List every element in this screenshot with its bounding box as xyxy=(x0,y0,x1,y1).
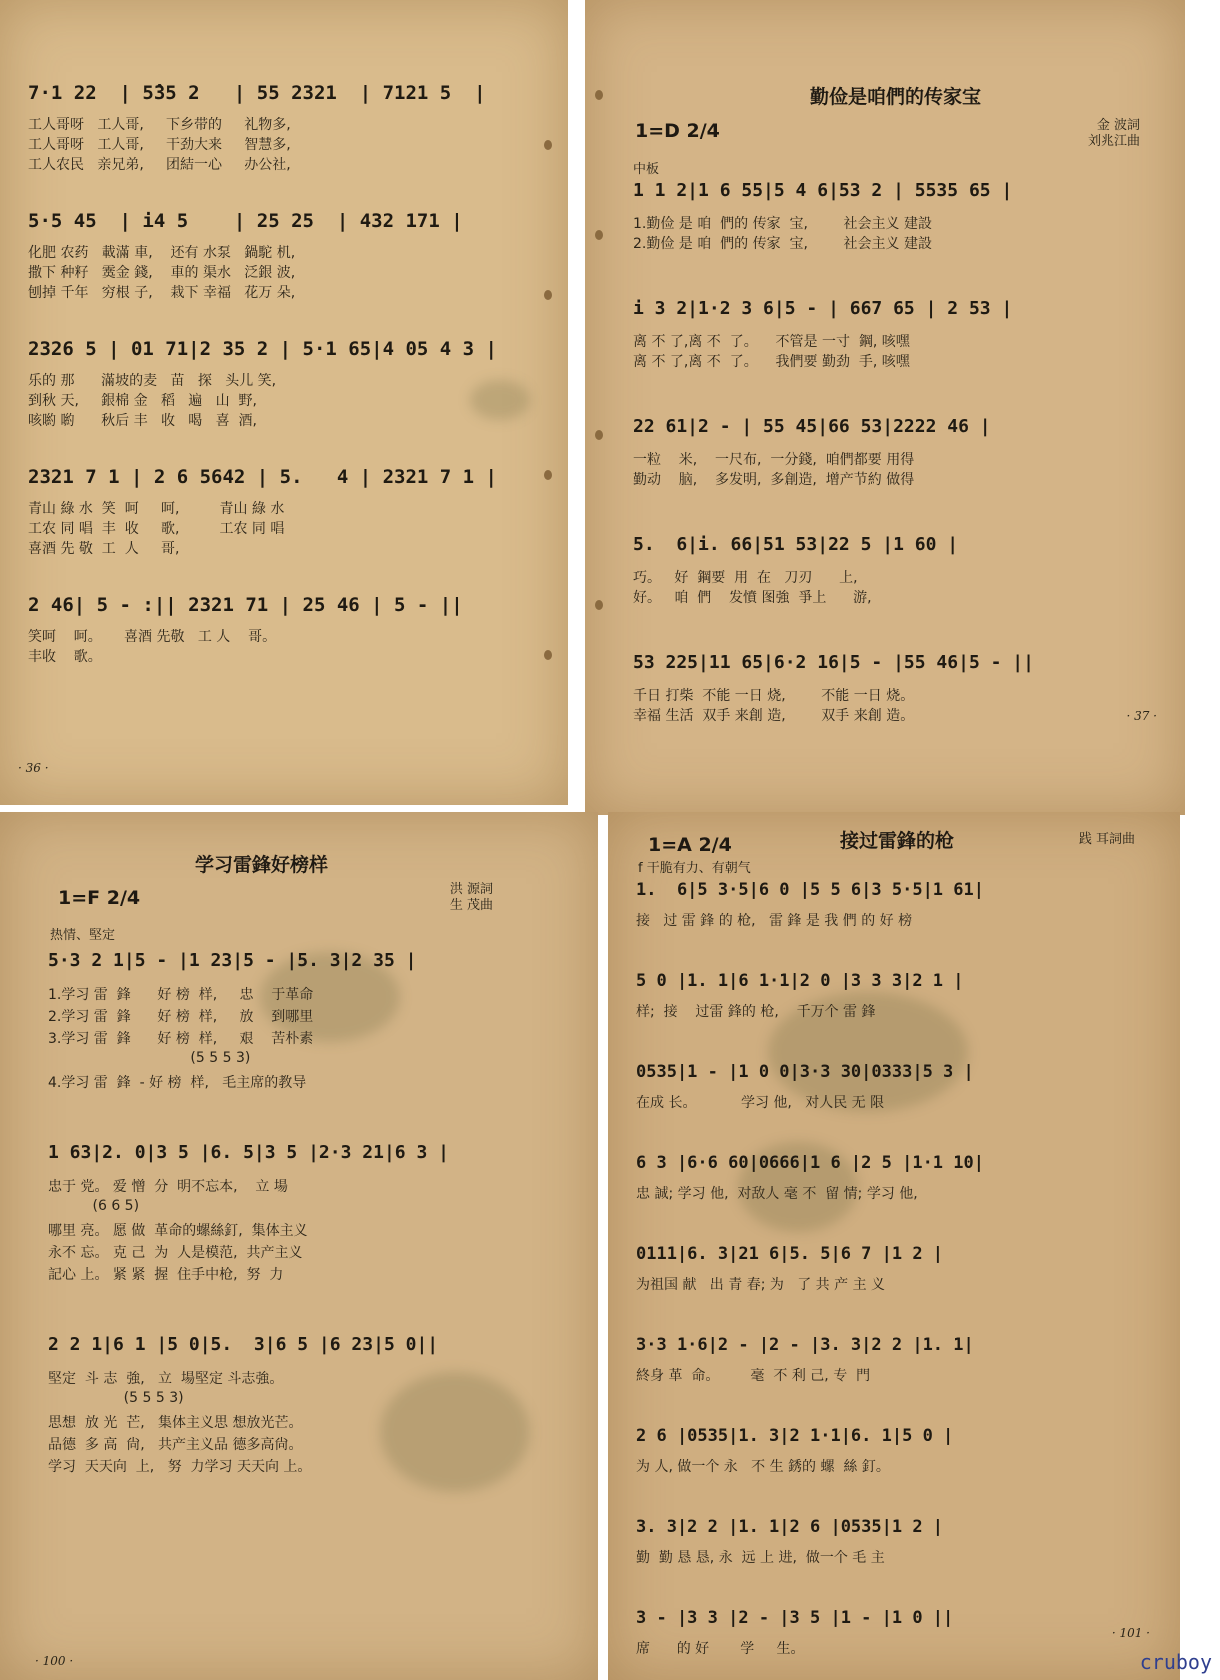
lyric-line: 3.学习 雷 鋒 好 榜 样, 艰 苦朴素 xyxy=(48,1031,314,1047)
page-number: · 36 · xyxy=(18,761,49,775)
notation-line: 53 225|11 65|6·2 16|5 - |55 46|5 - || xyxy=(633,652,1034,673)
lyric-line: 1.勤俭 是 咱 們的 传家 宝, 社会主义 建設 xyxy=(633,216,933,232)
notation-line: 22 61|2 - | 55 45|66 53|2222 46 | xyxy=(633,416,991,437)
notation-line: 0535|1 - |1 0 0|3·3 30|0333|5 3 | xyxy=(636,1062,974,1082)
tempo-marking: f 干脆有力、有朝气 xyxy=(638,861,751,876)
notation-line: 5 0 |1. 1|6 1·1|2 0 |3 3 3|2 1 | xyxy=(636,971,964,991)
notation-line: 2 46| 5 - :|| 2321 71 | 25 46 | 5 - || xyxy=(28,594,463,616)
lyric-line: 好。 咱 們 发憤 图強 爭上 游, xyxy=(633,590,872,606)
notation-line: 2321 7 1 | 2 6 5642 | 5. 4 | 2321 7 1 | xyxy=(28,466,497,488)
notation-line: 2 2 1|6 1 |5 0|5. 3|6 5 |6 23|5 0|| xyxy=(48,1334,439,1355)
lyric-line: 在成 长。 学习 他, 对人民 无 限 xyxy=(636,1095,885,1111)
lyric-line: 撒下 种籽 霙金 錢, 車的 渠水 泛銀 波, xyxy=(28,265,296,281)
lyric-line: 幸福 生活 双手 来創 造, 双手 来創 造。 xyxy=(633,708,915,724)
tempo-marking: 热情、堅定 xyxy=(50,928,116,943)
lyric-line: 忠 誠; 学习 他, 对敌人 毫 不 留 情; 学习 他, xyxy=(636,1186,918,1202)
lyric-line: 为祖国 献 出 青 春; 为 了 共 产 主 义 xyxy=(636,1277,886,1293)
lyric-line: 为 人, 做一个 永 不 生 銹的 螺 絲 釘。 xyxy=(636,1459,890,1475)
tempo-marking: 中板 xyxy=(633,162,660,177)
lyric-line: 2.勤俭 是 咱 們的 传家 宝, 社会主义 建設 xyxy=(633,236,933,252)
notation-line: 3 - |3 3 |2 - |3 5 |1 - |1 0 || xyxy=(636,1608,954,1628)
notation-line: 3. 3|2 2 |1. 1|2 6 |0535|1 2 | xyxy=(636,1517,944,1537)
notation-line: i 3 2|1·2 3 6|5 - | 667 65 | 2 53 | xyxy=(633,298,1013,319)
lyric-line: 哪里 亮。 愿 做 革命的螺絲釘, 集体主义 xyxy=(48,1223,308,1239)
songbook-page-100 xyxy=(0,812,598,1680)
key-signature: 1=A 2/4 xyxy=(648,834,732,856)
key-signature: 1=D 2/4 xyxy=(635,120,720,142)
page-number: · 37 · xyxy=(1126,709,1157,723)
lyric-line: 乐的 那 滿坡的麦 苗 探 头儿 笑, xyxy=(28,373,277,389)
song-title: 勤俭是咱們的传家宝 xyxy=(810,86,982,108)
lyric-line: 丰收 歌。 xyxy=(28,649,102,665)
lyric-line: 千日 打柴 不能 一日 烧, 不能 一日 烧。 xyxy=(633,688,915,704)
lyric-line: (6 6 5) xyxy=(48,1198,140,1214)
binding-holes xyxy=(544,0,554,805)
credits xyxy=(1088,118,1140,150)
notation-line: 5. 6|i. 66|51 53|22 5 |1 60 | xyxy=(633,534,959,555)
lyric-line: 离 不 了,离 不 了。 我們要 勤劲 手, 咳嘿 xyxy=(633,354,910,370)
composer: 生 茂曲 xyxy=(449,898,493,913)
lyricist: 金 波詞 xyxy=(1096,118,1140,133)
lyric-line: 刨掉 千年 穷根 子, 栽下 幸福 花万 朵, xyxy=(28,285,296,301)
lyric-line: 勤动 脑, 多发明, 多創造, 增产节約 做得 xyxy=(633,472,915,488)
lyric-line: (5 5 5 3) xyxy=(48,1390,184,1406)
lyric-line: 品德 多 高 尙, 共产主义品 德多高尙。 xyxy=(48,1437,303,1453)
lyric-line: 堅定 斗 志 強, 立 場堅定 斗志強。 xyxy=(48,1371,284,1387)
lyric-line: 青山 綠 水 笑 呵 呵, 青山 綠 水 xyxy=(28,501,285,517)
lyric-line: 4.学习 雷 鋒 - 好 榜 样, 毛主席的教导 xyxy=(48,1075,307,1091)
lyric-line: 样; 接 过雷 鋒的 枪, 千万个 雷 鋒 xyxy=(636,1004,876,1020)
lyric-line: 到秋 天, 銀棉 金 稻 遍 山 野, xyxy=(28,393,258,409)
notation-line: 2 6 |0535|1. 3|2 1·1|6. 1|5 0 | xyxy=(636,1426,954,1446)
song-title: 接过雷鋒的枪 xyxy=(840,830,955,852)
lyric-line: 永不 忘。 克 己 为 人是模范, 共产主义 xyxy=(48,1245,303,1261)
lyric-line: 工人农民 亲兄弟, 团結一心 办公社, xyxy=(28,157,291,173)
credits xyxy=(450,882,493,914)
notation-line: 1. 6|5 3·5|6 0 |5 5 6|3 5·5|1 61| xyxy=(636,880,984,900)
credits xyxy=(1079,832,1135,848)
song-title: 学习雷鋒好榜样 xyxy=(195,854,329,876)
binding-holes xyxy=(595,0,605,815)
page-number: · 100 · xyxy=(35,1654,74,1668)
lyricist: 洪 源詞 xyxy=(449,882,493,897)
songbook-page-101 xyxy=(608,812,1180,1680)
notation-line: 7·1 22 | 5̂35 2 | 55 2321 | 7121 5 | xyxy=(28,82,486,104)
lyric-line: 工农 同 唱 丰 收 歌, 工农 同 唱 xyxy=(28,521,285,537)
notation-line: 6 3 |6·6 60|0666|1 6 |2 5 |1·1 10| xyxy=(636,1153,984,1173)
notation-line: 5·5 45 | i4 5 | 25 25 | 432 171 | xyxy=(28,210,463,232)
lyric-line: 离 不 了,离 不 了。 不管是 一寸 鋼, 咳嘿 xyxy=(633,334,910,350)
lyric-line: 化肥 农药 載滿 車, 还有 水泵 鍋駝 机, xyxy=(28,245,296,261)
lyric-line: 勤 勤 恳 恳, 永 远 上 进, 做一个 毛 主 xyxy=(636,1550,885,1566)
notation-line: 2326 5 | 01 71|2 35 2 | 5·1 65|4 05 4 3 | xyxy=(28,338,497,360)
lyric-line: 咳喲 喲 秋后 丰 收 喝 喜 酒, xyxy=(28,413,258,429)
lyric-line: (5 5 5 3) xyxy=(48,1050,251,1066)
lyric-line: 接 过 雷 鋒 的 枪, 雷 鋒 是 我 們 的 好 榜 xyxy=(636,913,913,929)
songbook-page-37 xyxy=(585,0,1185,815)
songbook-page-36 xyxy=(0,0,568,805)
notation-line: 1 63|2. 0|3 5 |6. 5|3 5 |2·3 21|6 3 | xyxy=(48,1142,449,1163)
lyric-line: 思想 放 光 芒, 集体主义思 想放光芒。 xyxy=(48,1415,303,1431)
lyric-line: 巧。 好 鋼要 用 在 刀刃 上, xyxy=(633,570,858,586)
lyric-line: 笑呵 呵。 喜酒 先敬 工 人 哥。 xyxy=(28,629,277,645)
lyric-line: 喜酒 先 敬 工 人 哥, xyxy=(28,541,180,557)
notation-line: 1 1 2|1 6 55|5 4 6|53 2 | 5535 65 | xyxy=(633,180,1013,201)
lyric-line: 2.学习 雷 鋒 好 榜 样, 放 到哪里 xyxy=(48,1009,314,1025)
credit-line: 践 耳詞曲 xyxy=(1078,832,1135,847)
lyric-line: 学习 天天向 上, 努 力学习 天天向 上。 xyxy=(48,1459,312,1475)
page-stain xyxy=(380,1372,530,1492)
lyric-line: 1.学习 雷 鋒 好 榜 样, 忠 于革命 xyxy=(48,987,314,1003)
lyric-line: 忠于 党。 爱 憎 分 明不忘本, 立 場 xyxy=(48,1179,288,1195)
lyric-line: 席 的 好 学 生。 xyxy=(636,1641,805,1657)
lyric-line: 一粒 米, 一尺布, 一分錢, 咱們都要 用得 xyxy=(633,452,915,468)
lyric-line: 終身 革 命。 毫 不 利 己, 专 門 xyxy=(636,1368,871,1384)
notation-line: 5·3 2 1|5 - |1 23|5 - |5. 3|2 35 | xyxy=(48,950,417,971)
lyric-line: 工人哥呀 工人哥, 干劲大来 智慧多, xyxy=(28,137,291,153)
composer: 刘兆江曲 xyxy=(1087,134,1140,149)
key-signature: 1=F 2/4 xyxy=(58,887,141,909)
notation-line: 3·3 1·6|2 - |2 - |3. 3|2 2 |1. 1| xyxy=(636,1335,974,1355)
lyric-line: 記心 上。 紧 紧 握 住手中枪, 努 力 xyxy=(48,1267,284,1283)
page-stain xyxy=(470,380,530,420)
watermark: cruboy xyxy=(1139,1650,1212,1674)
page-number: · 101 · xyxy=(1111,1626,1150,1640)
notation-line: 0111|6. 3|21 6|5. 5|6 7 |1 2 | xyxy=(636,1244,944,1264)
lyric-line: 工人哥呀 工人哥, 下乡带的 礼物多, xyxy=(28,117,291,133)
